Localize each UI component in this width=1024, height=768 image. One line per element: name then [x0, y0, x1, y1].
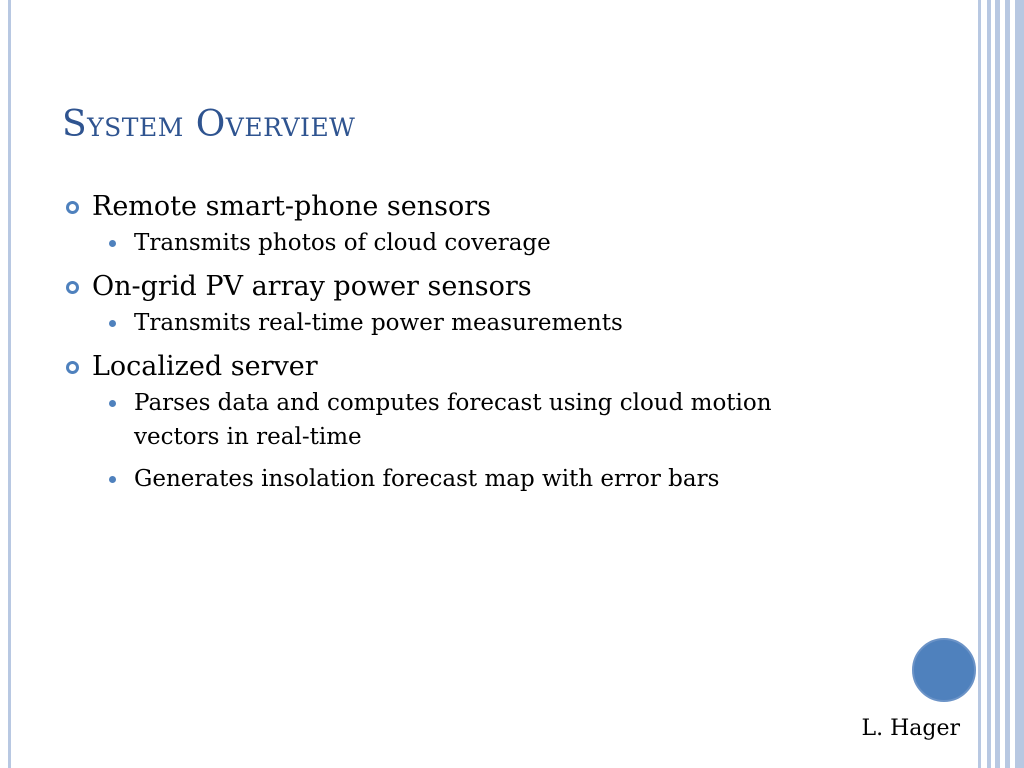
- bullet-list: [62, 188, 862, 504]
- dot-bullet-icon: [109, 476, 116, 483]
- dot-bullet-icon: [109, 400, 116, 407]
- bullet-text: Remote smart-phone sensors: [92, 191, 491, 222]
- sub-bullet-text: Transmits real-time power measurements: [134, 310, 623, 336]
- dot-bullet-icon: [109, 240, 116, 247]
- sub-bullet-item: [62, 306, 862, 340]
- ring-bullet-icon: [66, 201, 79, 214]
- sub-bullet-item: [62, 462, 862, 496]
- right-stripe: [1015, 0, 1024, 768]
- ring-bullet-icon: [66, 361, 79, 374]
- sub-bullet-text: Generates insolation forecast map with error bars: [134, 466, 720, 492]
- right-stripe: [1005, 0, 1010, 768]
- bullet-item: [62, 188, 862, 226]
- right-stripe: [978, 0, 981, 768]
- sub-bullet-text: Parses data and computes forecast using cloud motion vectors in real-time: [134, 390, 772, 450]
- decorative-circle-icon: [912, 638, 976, 702]
- dot-bullet-icon: [109, 320, 116, 327]
- bullet-item: [62, 348, 862, 386]
- bullet-item: [62, 268, 862, 306]
- right-stripe: [987, 0, 991, 768]
- sub-bullet-text: Transmits photos of cloud coverage: [134, 230, 551, 256]
- ring-bullet-icon: [66, 281, 79, 294]
- bullet-text: Localized server: [92, 351, 318, 382]
- slide-title: System Overview: [62, 104, 356, 145]
- sub-bullet-item: [62, 386, 794, 454]
- right-stripe: [995, 0, 1000, 768]
- footer-author: L. Hager: [861, 716, 960, 741]
- sub-bullet-item: [62, 226, 862, 260]
- left-border-line: [8, 0, 11, 768]
- bullet-text: On-grid PV array power sensors: [92, 271, 532, 302]
